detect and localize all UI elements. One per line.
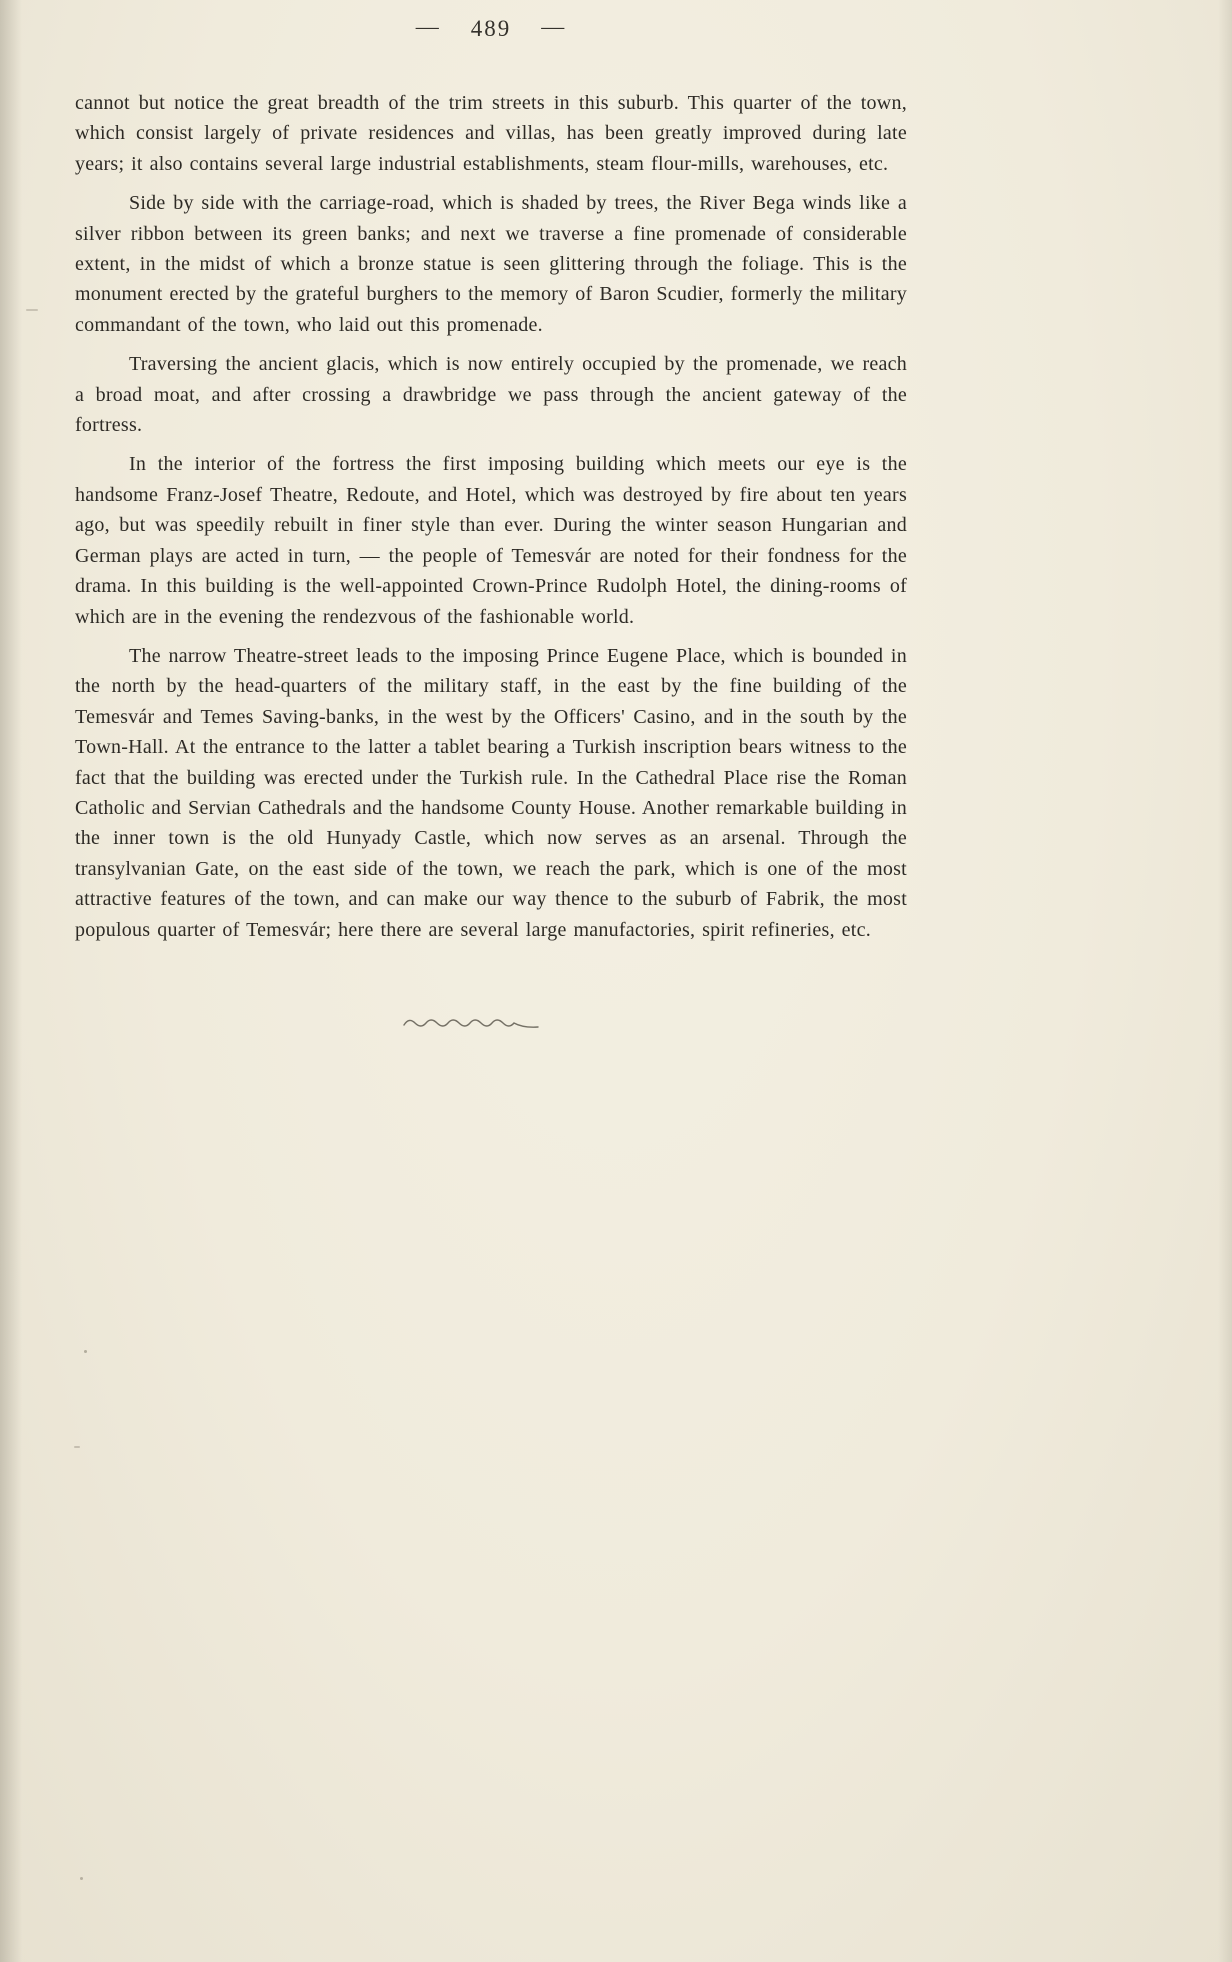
paragraph-3: Traversing the ancient glacis, which is now entirely occupied by the promenade, we reach a broad moat, and after crossing a drawbridge we pass through the ancient gateway of the fortress. xyxy=(75,353,907,437)
paper-speck xyxy=(80,1877,83,1880)
text-block xyxy=(75,88,907,945)
header-dash-right: — xyxy=(541,14,567,39)
page-number: 489 xyxy=(470,16,512,41)
paragraph-5: The narrow Theatre-street leads to the imposing Prince Eugene Place, which is bounded in the north by the head-quarters of the military staff, in the east by the fine building of the Temesvár and Temes Saving-banks, in the west by the Officers' Casino, and in the south by the Town-Hall. At the entrance to the latter a tablet bearing a Turkish inscription bears witness to the fact that the building was erected under the Turkish rule. In the Cathedral Place rise the Roman Catholic and Servian Cathedrals and the handsome County House. Another remarkable building in the inner town is the old Hunyady Castle, which now serves as an arsenal. Through the transylvanian Gate, on the east side of the town, we reach the park, which is one of the most attractive features of the town, and can make our way thence to the suburb of Fabrik, the most populous quarter of Temesvár; here there are several large manufactories, spirit refineries, etc. xyxy=(75,644,907,941)
page-header xyxy=(75,16,907,42)
paper-speck xyxy=(84,1350,87,1353)
squiggle-flourish-icon xyxy=(401,1013,581,1031)
header-dash-left: — xyxy=(415,14,441,39)
paper-speck xyxy=(74,1446,80,1448)
paragraph-2: Side by side with the carriage-road, which is shaded by trees, the River Bega winds like a silver ribbon between its green banks; and next we traverse a fine promenade of considerable extent, in the midst of which a bronze statue is seen glittering through the foliage. This is the monument erected by the grateful burghers to the memory of Baron Scudier, formerly the military commandant of the town, who laid out this promenade. xyxy=(75,192,907,336)
paragraph-4: In the interior of the fortress the first imposing building which meets our eye is the handsome Franz-Josef Theatre, Redoute, and Hotel, which was destroyed by fire about ten years ago, but was speedily rebuilt in finer style than ever. During the winter season Hungarian and German plays are acted in turn, — the people of Temesvár are noted for their fondness for the drama. In this building is the well-appointed Crown-Prince Rudolph Hotel, the dining-rooms of which are in the evening the rendezvous of the fashionable world. xyxy=(75,453,907,628)
paragraph-1: cannot but notice the great breadth of the trim streets in this suburb. This quarter of the town, which consist largely of private residences and villas, has been greatly improved during late years; it also contains several large industrial establishments, steam flour-mills, warehouses, etc. xyxy=(75,92,907,175)
section-end-ornament xyxy=(75,1013,907,1036)
paper-speck xyxy=(26,309,38,311)
